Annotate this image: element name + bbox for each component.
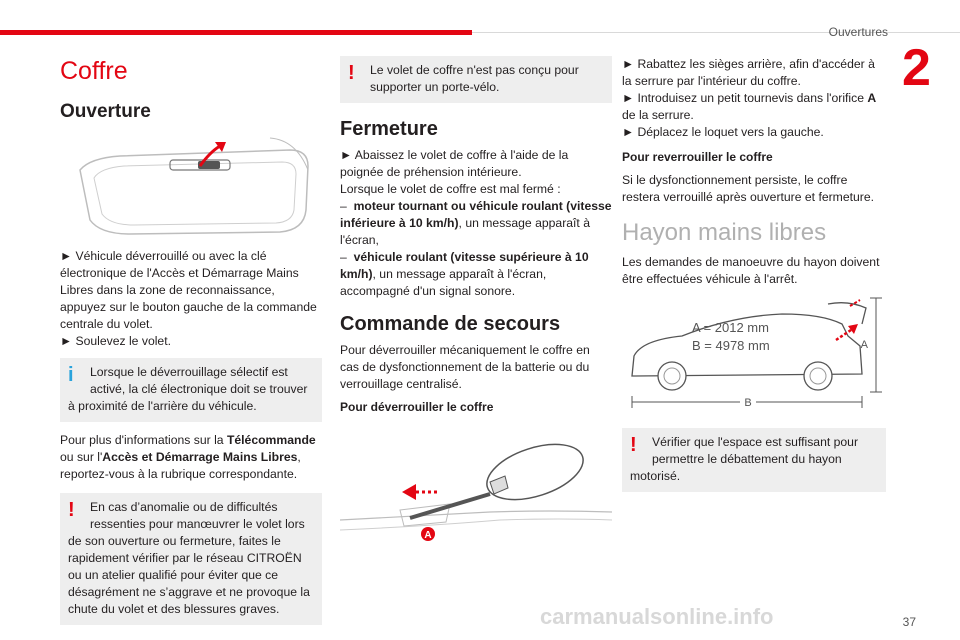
header-accent-bar — [0, 30, 472, 35]
dim-value-b: B = 4978 mm — [692, 338, 770, 353]
relock-text: Si le dysfonctionnement persiste, le coffre restera verrouillé après ouverture et fermeture. — [622, 173, 874, 204]
section-title: Ouvertures — [828, 25, 888, 39]
more-info-text: Pour plus d'informations sur la Télécommande ou sur l'Accès et Démarrage Mains Libres, reportez-vous à la rubrique correspondante. — [60, 433, 316, 481]
secours-title: Commande de secours — [340, 313, 561, 335]
fermeture-step: ► Abaissez le volet de coffre à l'aide de la poignée de préhension intérieure. — [340, 147, 612, 181]
hayon-text: Les demandes de manoeuvre du hayon doivent être effectuées véhicule à l'arrêt. — [622, 255, 880, 286]
fermeture-title: Fermeture — [340, 118, 438, 140]
column-right — [622, 52, 886, 492]
dim-value-a: A = 2012 mm — [692, 320, 769, 335]
info-icon: i — [68, 364, 74, 386]
ouverture-title: Ouverture — [60, 101, 151, 122]
ouverture-step-2: ► Soulevez le volet. — [60, 333, 322, 350]
secours-step-3: ► Déplacez le loquet vers la gauche. — [622, 124, 886, 141]
warning-note-space: ! Vérifier que l'espace est suffisant pour permettre le débattement du hayon motorisé. — [622, 428, 886, 492]
secours-step-1: ► Rabattez les sièges arrière, afin d'accéder à la serrure par l'intérieur du coffre. — [622, 56, 886, 90]
column-middle — [340, 52, 612, 570]
car-dimension-illustration — [622, 296, 886, 416]
figure-label-a: A — [424, 530, 432, 541]
fermeture-case-2: – véhicule roulant (vitesse supérieure à 10 km/h), un message apparaît à l'écran, accompagné d'un signal sonore. — [340, 250, 589, 298]
warning-icon: ! — [348, 62, 355, 84]
screwdriver-illustration — [340, 420, 612, 570]
warning-note-bike-rack: ! Le volet de coffre n'est pas conçu pour supporter un porte-vélo. — [340, 56, 612, 103]
warning-note-anomaly: ! En cas d’anomalie ou de difficultés ressenties pour manœuvrer le volet lors de son ouverture ou fermeture, faites le rapidement vérifier par le réseau CITROËN ou un atelier qualifié pour éviter que ce désagrément ne s’aggrave et ne provoque la chute du volet et des blessures graves. — [60, 493, 322, 625]
ouverture-step-1: ► Véhicule déverrouillé ou avec la clé électronique de l'Accès et Démarrage Mains Libres dans la zone de reconnaissance, appuyez sur le bouton gauche de la commande centrale du volet. — [60, 248, 322, 333]
page-number: 37 — [902, 615, 916, 629]
chapter-number: 2 — [902, 39, 931, 97]
secours-text: Pour déverrouiller mécaniquement le coffre en cas de dysfonctionnement de la batterie ou du verrouillage centralisé. — [340, 343, 590, 391]
dim-label-a: A — [860, 339, 868, 351]
fermeture-condition: Lorsque le volet de coffre est mal fermé : — [340, 182, 561, 196]
watermark: carmanualsonline.info — [540, 604, 774, 629]
relock-subhead: Pour reverrouiller le coffre — [622, 150, 773, 164]
info-note: i Lorsque le déverrouillage sélectif est activé, la clé électronique doit se trouver à proximité de l'arrière du véhicule. — [60, 358, 322, 422]
warning-icon: ! — [68, 499, 75, 521]
trunk-button-illustration — [60, 130, 322, 240]
unlock-subhead: Pour déverrouiller le coffre — [340, 400, 494, 414]
column-left — [60, 52, 322, 625]
secours-step-2: ► Introduisez un petit tournevis dans l'orifice A de la serrure. — [622, 90, 886, 124]
dim-label-b: B — [744, 397, 752, 409]
warning-icon: ! — [630, 434, 637, 456]
fermeture-case-1: – moteur tournant ou véhicule roulant (vitesse inférieure à 10 km/h), un message apparaît à l'écran, — [340, 199, 612, 247]
coffre-title: Coffre — [60, 57, 128, 85]
hayon-title: Hayon mains libres — [622, 219, 827, 246]
